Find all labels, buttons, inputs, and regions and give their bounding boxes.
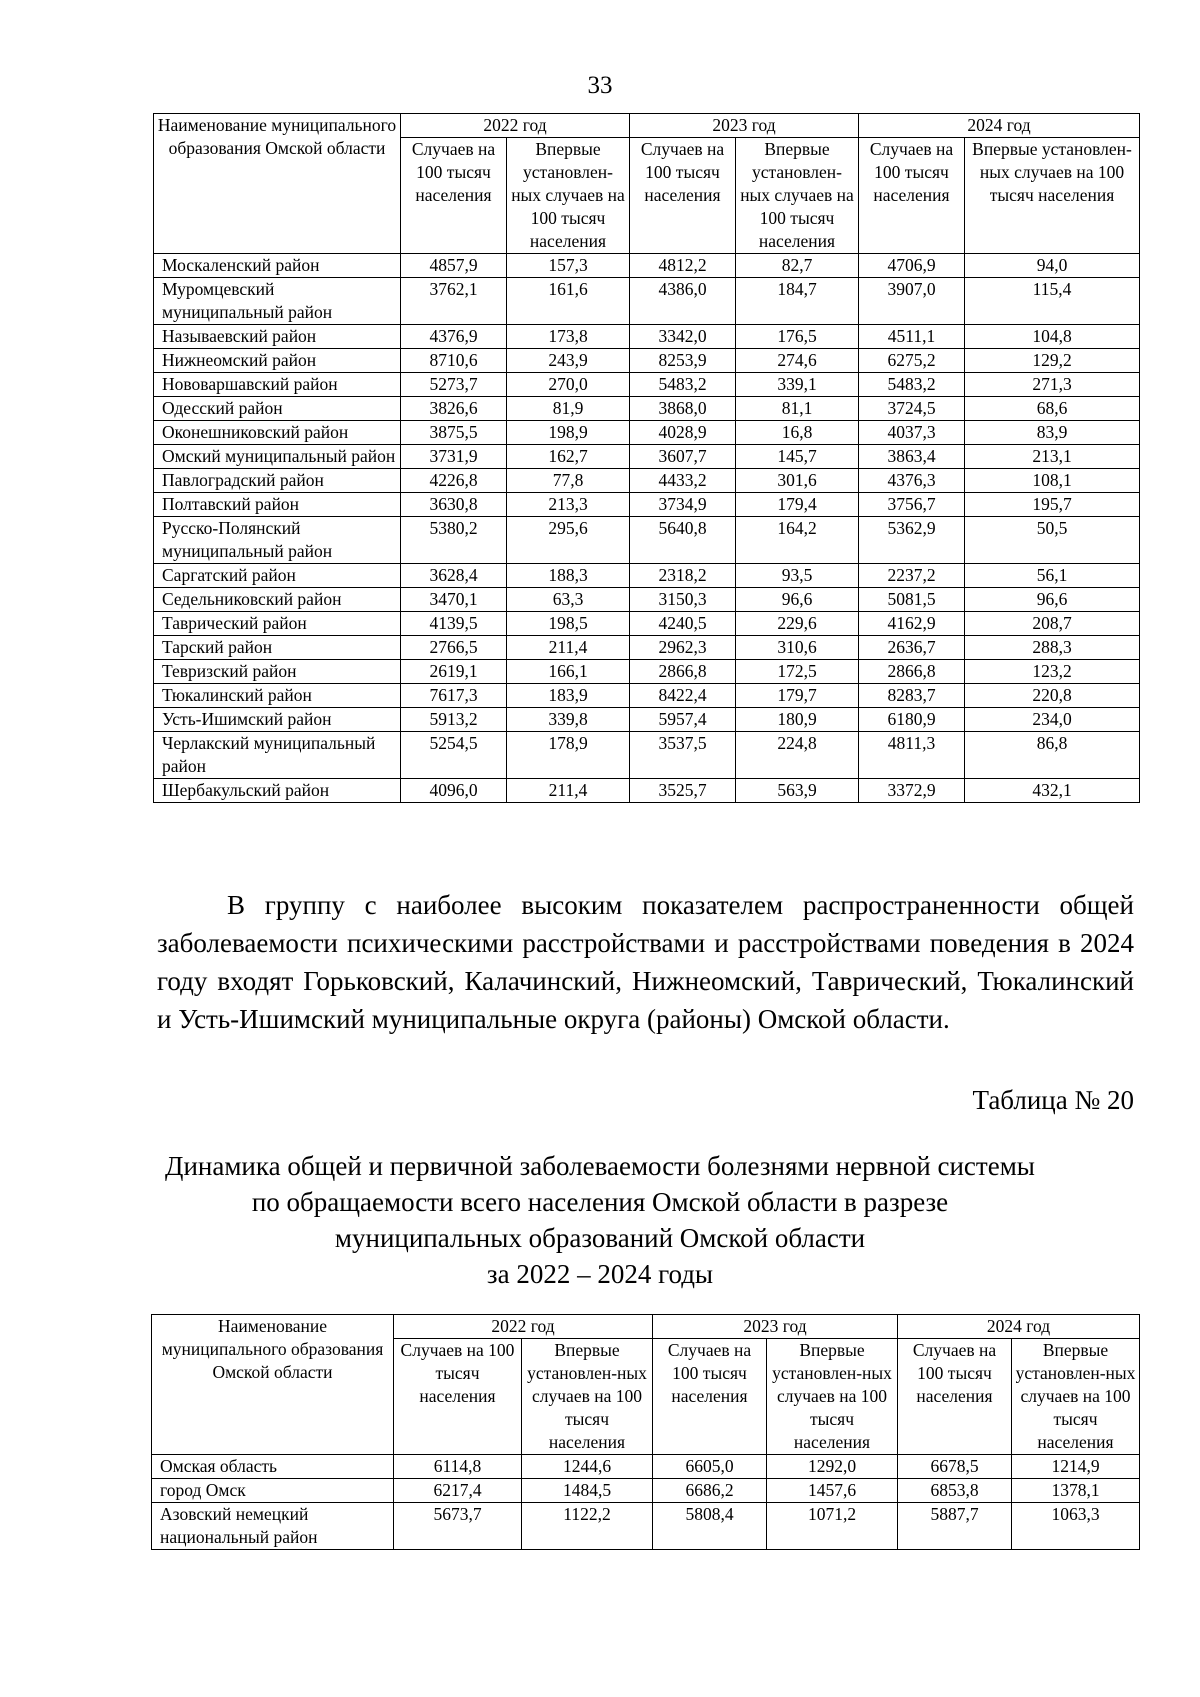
header-name-column: Наименование муниципального образования Омской области — [152, 1315, 394, 1455]
district-name: Москаленский район — [154, 254, 401, 278]
value-cell: 213,3 — [507, 493, 630, 517]
value-cell: 162,7 — [507, 445, 630, 469]
district-name: Одесский район — [154, 397, 401, 421]
value-cell: 1071,2 — [767, 1503, 898, 1550]
value-cell: 4037,3 — [859, 421, 965, 445]
value-cell: 234,0 — [965, 708, 1140, 732]
value-cell: 145,7 — [736, 445, 859, 469]
district-name: Усть-Ишимский район — [154, 708, 401, 732]
table-row — [154, 445, 1140, 469]
value-cell: 339,1 — [736, 373, 859, 397]
table-row — [154, 325, 1140, 349]
value-cell: 2636,7 — [859, 636, 965, 660]
value-cell: 5273,7 — [401, 373, 507, 397]
value-cell: 63,3 — [507, 588, 630, 612]
value-cell: 68,6 — [965, 397, 1140, 421]
table-title-line: муниципальных образований Омской области — [334, 1223, 866, 1253]
value-cell: 3537,5 — [630, 732, 736, 779]
value-cell: 5808,4 — [653, 1503, 767, 1550]
value-cell: 188,3 — [507, 564, 630, 588]
value-cell: 179,4 — [736, 493, 859, 517]
district-name: Седельниковский район — [154, 588, 401, 612]
header-year-2024: 2024 год — [859, 114, 1140, 138]
district-name: Полтавский район — [154, 493, 401, 517]
value-cell: 3868,0 — [630, 397, 736, 421]
value-cell: 7617,3 — [401, 684, 507, 708]
paragraph-text: В группу с наиболее высоким показателем распространенности общей заболеваемости психическими расстройствами и расстройствами поведения в 2024 году входят Горьковский, Калачинский, Нижнеомский, Таврический, Тюкалинский и Усть-Ишимский муниципальные округа (районы) Омской области. — [157, 890, 1134, 1034]
table-row — [154, 469, 1140, 493]
value-cell: 5254,5 — [401, 732, 507, 779]
district-name: Нижнеомский район — [154, 349, 401, 373]
district-name: Таврический район — [154, 612, 401, 636]
value-cell: 5483,2 — [630, 373, 736, 397]
value-cell: 183,9 — [507, 684, 630, 708]
value-cell: 8283,7 — [859, 684, 965, 708]
value-cell: 180,9 — [736, 708, 859, 732]
table-row — [154, 708, 1140, 732]
header-year-2023: 2023 год — [653, 1315, 898, 1339]
value-cell: 288,3 — [965, 636, 1140, 660]
table-title — [0, 1148, 1200, 1292]
table-row — [154, 684, 1140, 708]
value-cell: 2866,8 — [859, 660, 965, 684]
value-cell: 4376,3 — [859, 469, 965, 493]
value-cell: 3150,3 — [630, 588, 736, 612]
value-cell: 8422,4 — [630, 684, 736, 708]
value-cell: 161,6 — [507, 278, 630, 325]
value-cell: 82,7 — [736, 254, 859, 278]
value-cell: 4376,9 — [401, 325, 507, 349]
morbidity-table-nervous — [151, 1314, 1140, 1550]
header-year-2022: 2022 год — [401, 114, 630, 138]
value-cell: 243,9 — [507, 349, 630, 373]
header-cases: Случаев на 100 тысяч населения — [653, 1339, 767, 1455]
district-name: Оконешниковский район — [154, 421, 401, 445]
value-cell: 93,5 — [736, 564, 859, 588]
header-cases: Случаев на 100 тысяч населения — [898, 1339, 1012, 1455]
table-title-line: Динамика общей и первичной заболеваемости болезнями нервной системы — [165, 1151, 1035, 1181]
value-cell: 2318,2 — [630, 564, 736, 588]
value-cell: 198,9 — [507, 421, 630, 445]
value-cell: 3372,9 — [859, 779, 965, 803]
value-cell: 5483,2 — [859, 373, 965, 397]
table-row — [154, 493, 1140, 517]
table-row — [154, 373, 1140, 397]
table-label: Таблица № 20 — [972, 1085, 1134, 1115]
header-year-2024: 2024 год — [898, 1315, 1140, 1339]
district-name: Тарский район — [154, 636, 401, 660]
header-cases: Случаев на 100 тысяч населения — [394, 1339, 522, 1455]
header-cases: Случаев на 100 тысяч населения — [630, 138, 736, 254]
table-row — [154, 254, 1140, 278]
value-cell: 2866,8 — [630, 660, 736, 684]
value-cell: 208,7 — [965, 612, 1140, 636]
value-cell: 5887,7 — [898, 1503, 1012, 1550]
district-name: Тевризский район — [154, 660, 401, 684]
value-cell: 3342,0 — [630, 325, 736, 349]
value-cell: 157,3 — [507, 254, 630, 278]
value-cell: 5673,7 — [394, 1503, 522, 1550]
value-cell: 1244,6 — [522, 1455, 653, 1479]
value-cell: 5081,5 — [859, 588, 965, 612]
table-row — [152, 1455, 1140, 1479]
header-first-cases: Впервые установлен-ных случаев на 100 тысяч населения — [767, 1339, 898, 1455]
table-row — [154, 636, 1140, 660]
value-cell: 3826,6 — [401, 397, 507, 421]
value-cell: 224,8 — [736, 732, 859, 779]
value-cell: 96,6 — [736, 588, 859, 612]
value-cell: 4511,1 — [859, 325, 965, 349]
table-row — [154, 564, 1140, 588]
table-title-line: по обращаемости всего населения Омской области в разрезе — [251, 1187, 949, 1217]
value-cell: 56,1 — [965, 564, 1140, 588]
table-row — [154, 278, 1140, 325]
district-name: Омская область — [152, 1455, 394, 1479]
value-cell: 4240,5 — [630, 612, 736, 636]
value-cell: 1063,3 — [1012, 1503, 1140, 1550]
table-row — [154, 517, 1140, 564]
header-name-column: Наименование муниципального образования Омской области — [154, 114, 401, 254]
table-title-line: за 2022 – 2024 годы — [486, 1259, 714, 1289]
value-cell: 1457,6 — [767, 1479, 898, 1503]
value-cell: 176,5 — [736, 325, 859, 349]
value-cell: 50,5 — [965, 517, 1140, 564]
value-cell: 2766,5 — [401, 636, 507, 660]
value-cell: 6114,8 — [394, 1455, 522, 1479]
table-row — [152, 1479, 1140, 1503]
value-cell: 6686,2 — [653, 1479, 767, 1503]
value-cell: 4812,2 — [630, 254, 736, 278]
value-cell: 563,9 — [736, 779, 859, 803]
table-row — [154, 732, 1140, 779]
district-name: Саргатский район — [154, 564, 401, 588]
value-cell: 4386,0 — [630, 278, 736, 325]
district-name: Павлоградский район — [154, 469, 401, 493]
value-cell: 3607,7 — [630, 445, 736, 469]
value-cell: 4811,3 — [859, 732, 965, 779]
value-cell: 310,6 — [736, 636, 859, 660]
district-name: Тюкалинский район — [154, 684, 401, 708]
value-cell: 3630,8 — [401, 493, 507, 517]
value-cell: 270,0 — [507, 373, 630, 397]
value-cell: 4096,0 — [401, 779, 507, 803]
header-cases: Случаев на 100 тысяч населения — [859, 138, 965, 254]
district-name: Русско-Полянский муниципальный район — [154, 517, 401, 564]
value-cell: 211,4 — [507, 636, 630, 660]
value-cell: 274,6 — [736, 349, 859, 373]
value-cell: 3907,0 — [859, 278, 965, 325]
value-cell: 2619,1 — [401, 660, 507, 684]
value-cell: 295,6 — [507, 517, 630, 564]
value-cell: 184,7 — [736, 278, 859, 325]
value-cell: 220,8 — [965, 684, 1140, 708]
value-cell: 166,1 — [507, 660, 630, 684]
value-cell: 3525,7 — [630, 779, 736, 803]
district-name: Нововаршавский район — [154, 373, 401, 397]
value-cell: 164,2 — [736, 517, 859, 564]
table-row — [154, 349, 1140, 373]
table-body — [154, 254, 1140, 803]
header-first-cases: Впервые установлен-ных случаев на 100 тысяч населения — [522, 1339, 653, 1455]
value-cell: 4162,9 — [859, 612, 965, 636]
table-row — [154, 588, 1140, 612]
value-cell: 4857,9 — [401, 254, 507, 278]
value-cell: 1214,9 — [1012, 1455, 1140, 1479]
value-cell: 4226,8 — [401, 469, 507, 493]
value-cell: 172,5 — [736, 660, 859, 684]
value-cell: 96,6 — [965, 588, 1140, 612]
table-row — [154, 612, 1140, 636]
value-cell: 86,8 — [965, 732, 1140, 779]
table-row — [154, 397, 1140, 421]
value-cell: 123,2 — [965, 660, 1140, 684]
table-row — [154, 660, 1140, 684]
district-name: Шербакульский район — [154, 779, 401, 803]
value-cell: 6217,4 — [394, 1479, 522, 1503]
body-paragraph — [157, 886, 1134, 1038]
value-cell: 213,1 — [965, 445, 1140, 469]
value-cell: 301,6 — [736, 469, 859, 493]
value-cell: 1378,1 — [1012, 1479, 1140, 1503]
value-cell: 5640,8 — [630, 517, 736, 564]
value-cell: 3628,4 — [401, 564, 507, 588]
value-cell: 2237,2 — [859, 564, 965, 588]
value-cell: 77,8 — [507, 469, 630, 493]
value-cell: 81,1 — [736, 397, 859, 421]
value-cell: 6180,9 — [859, 708, 965, 732]
value-cell: 3724,5 — [859, 397, 965, 421]
value-cell: 83,9 — [965, 421, 1140, 445]
district-name: Черлакский муниципальный район — [154, 732, 401, 779]
table-body — [152, 1455, 1140, 1550]
value-cell: 6853,8 — [898, 1479, 1012, 1503]
header-cases: Случаев на 100 тысяч населения — [401, 138, 507, 254]
value-cell: 8710,6 — [401, 349, 507, 373]
value-cell: 3734,9 — [630, 493, 736, 517]
value-cell: 6678,5 — [898, 1455, 1012, 1479]
value-cell: 173,8 — [507, 325, 630, 349]
header-year-2022: 2022 год — [394, 1315, 653, 1339]
table-row — [152, 1503, 1140, 1550]
value-cell: 179,7 — [736, 684, 859, 708]
table-row — [154, 779, 1140, 803]
value-cell: 6605,0 — [653, 1455, 767, 1479]
district-name: Муромцевский муниципальный район — [154, 278, 401, 325]
value-cell: 1122,2 — [522, 1503, 653, 1550]
header-year-2023: 2023 год — [630, 114, 859, 138]
value-cell: 115,4 — [965, 278, 1140, 325]
value-cell: 5380,2 — [401, 517, 507, 564]
page-number: 33 — [587, 72, 613, 99]
value-cell: 4433,2 — [630, 469, 736, 493]
value-cell: 432,1 — [965, 779, 1140, 803]
value-cell: 3470,1 — [401, 588, 507, 612]
value-cell: 3863,4 — [859, 445, 965, 469]
value-cell: 271,3 — [965, 373, 1140, 397]
value-cell: 339,8 — [507, 708, 630, 732]
value-cell: 229,6 — [736, 612, 859, 636]
value-cell: 3756,7 — [859, 493, 965, 517]
value-cell: 108,1 — [965, 469, 1140, 493]
district-name: Называевский район — [154, 325, 401, 349]
value-cell: 5362,9 — [859, 517, 965, 564]
morbidity-table-mental — [153, 113, 1140, 803]
value-cell: 8253,9 — [630, 349, 736, 373]
value-cell: 16,8 — [736, 421, 859, 445]
value-cell: 1484,5 — [522, 1479, 653, 1503]
value-cell: 1292,0 — [767, 1455, 898, 1479]
district-name: город Омск — [152, 1479, 394, 1503]
value-cell: 4706,9 — [859, 254, 965, 278]
district-name: Азовский немецкий национальный район — [152, 1503, 394, 1550]
value-cell: 198,5 — [507, 612, 630, 636]
value-cell: 3731,9 — [401, 445, 507, 469]
value-cell: 94,0 — [965, 254, 1140, 278]
header-first-cases: Впервые установлен-ных случаев на 100 тысяч населения — [965, 138, 1140, 254]
value-cell: 4028,9 — [630, 421, 736, 445]
district-name: Омский муниципальный район — [154, 445, 401, 469]
table-row — [154, 421, 1140, 445]
header-first-cases: Впервые установлен-ных случаев на 100 тысяч населения — [1012, 1339, 1140, 1455]
value-cell: 4139,5 — [401, 612, 507, 636]
header-first-cases: Впервые установлен-ных случаев на 100 тысяч населения — [507, 138, 630, 254]
value-cell: 104,8 — [965, 325, 1140, 349]
value-cell: 129,2 — [965, 349, 1140, 373]
value-cell: 178,9 — [507, 732, 630, 779]
value-cell: 3875,5 — [401, 421, 507, 445]
header-first-cases: Впервые установлен-ных случаев на 100 тысяч населения — [736, 138, 859, 254]
value-cell: 81,9 — [507, 397, 630, 421]
value-cell: 3762,1 — [401, 278, 507, 325]
value-cell: 195,7 — [965, 493, 1140, 517]
value-cell: 5913,2 — [401, 708, 507, 732]
value-cell: 211,4 — [507, 779, 630, 803]
value-cell: 2962,3 — [630, 636, 736, 660]
value-cell: 6275,2 — [859, 349, 965, 373]
value-cell: 5957,4 — [630, 708, 736, 732]
